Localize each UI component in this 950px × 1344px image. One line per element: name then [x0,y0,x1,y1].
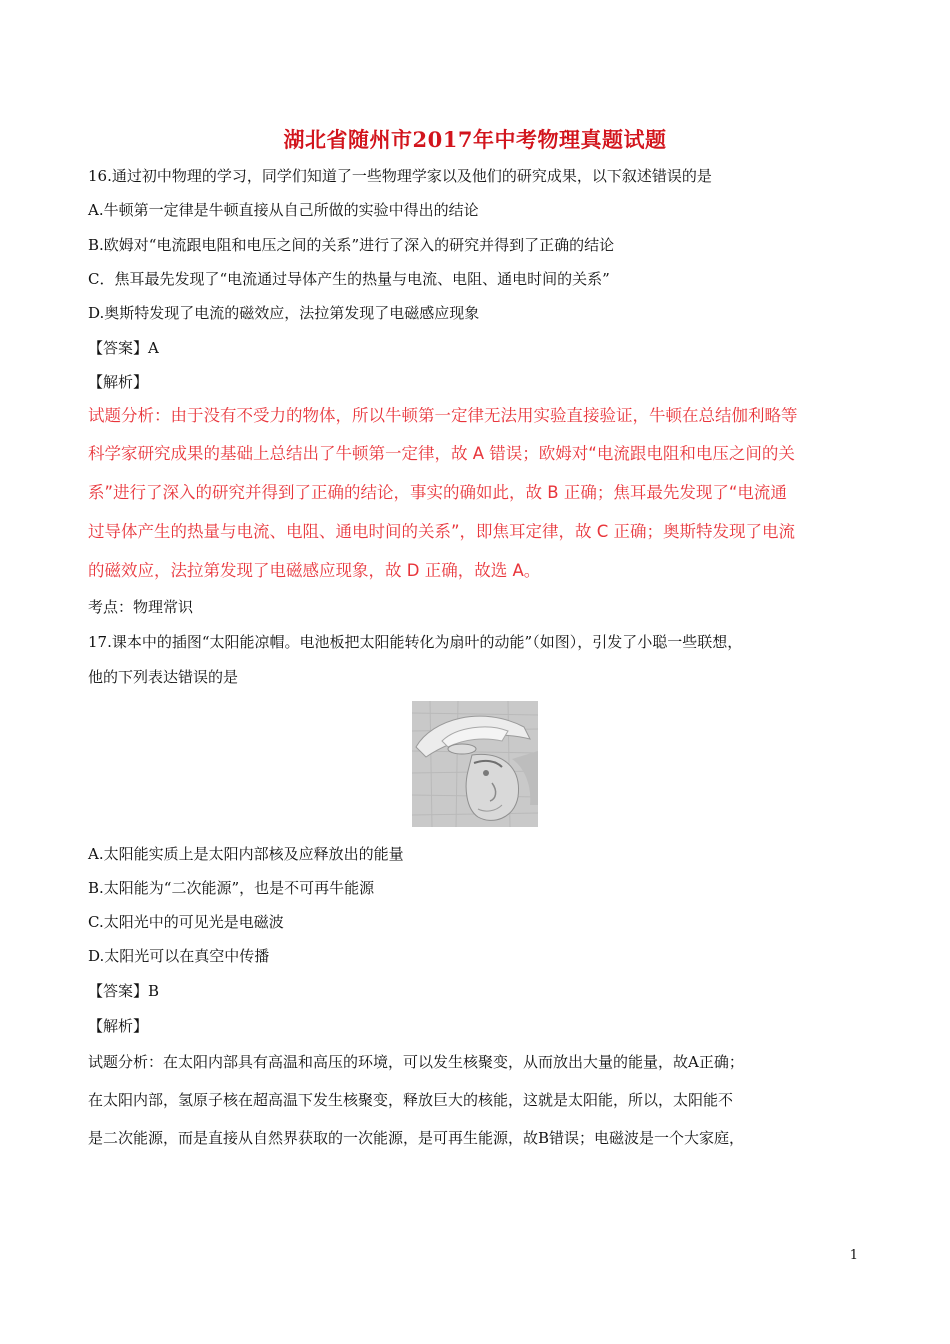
q16-analysis-line: 的磁效应，法拉第发现了电磁感应现象，故 D 正确，故选 A。 [88,561,541,580]
q17-analysis-line: 是二次能源，而是直接从自然界获取的一次能源，是可再生能源，故B错误；电磁波是一个大家庭， [88,1129,745,1147]
q17-stem-line: 他的下列表达错误的是 [88,668,239,686]
q17-analysis-line: 试题分析：在太阳内部具有高温和高压的环境，可以发生核聚变，从而放出大量的能量，故A正确； [88,1053,744,1071]
page-number: 1 [849,1248,858,1263]
q16-option-b: B.欧姆对“电流跟电阻和电压之间的关系”进行了深入的研究并得到了正确的结论 [88,236,615,254]
q17-option-d: D.太阳光可以在真空中传播 [88,947,270,965]
q16-option-a: A.牛顿第一定律是牛顿直接从自己所做的实验中得出的结论 [88,201,479,219]
q17-analysis-label: 【解析】 [88,1017,149,1035]
q16-analysis-label: 【解析】 [88,373,149,391]
q16-analysis-line: 过导体产生的热量与电流、电阻、通电时间的关系”，即焦耳定律，故 C 正确；奥斯特发现了电流 [88,522,796,541]
q16-analysis-line: 科学家研究成果的基础上总结出了牛顿第一定律，故 A 错误；欧姆对“电流跟电阻和电压之间的关 [88,444,795,463]
q17-answer: 【答案】B [88,982,160,1000]
q17-option-b: B.太阳能为“二次能源”，也是不可再牛能源 [88,879,375,897]
q16-option-d: D.奥斯特发现了电流的磁效应，法拉第发现了电磁感应现象 [88,304,480,322]
q16-stem: 16.通过初中物理的学习，同学们知道了一些物理学家以及他们的研究成果，以下叙述错误的是 [88,167,712,185]
q17-option-c: C.太阳光中的可见光是电磁波 [88,913,284,931]
q16-answer: 【答案】A [88,339,159,357]
q17-stem-line: 17.课本中的插图“太阳能凉帽。电池板把太阳能转化为扇叶的动能”（如图），引发了小聪一些联想， [88,633,743,651]
solar-hat-figure [412,701,538,827]
q16-analysis-line: 试题分析：由于没有不受力的物体，所以牛顿第一定律无法用实验直接验证，牛顿在总结伽利略等 [88,406,798,425]
q17-analysis-line: 在太阳内部，氢原子核在超高温下发生核聚变，释放巨大的核能，这就是太阳能，所以，太阳能不 [88,1091,734,1109]
q17-option-a: A.太阳能实质上是太阳内部核及应释放出的能量 [88,845,404,863]
q16-analysis-line: 系”进行了深入的研究并得到了正确的结论，事实的确如此，故 B 正确；焦耳最先发现了“电流通 [88,483,787,502]
q16-kaodian: 考点：物理常识 [88,598,194,616]
page-title: 湖北省随州市2017年中考物理真题试题 [283,127,667,152]
q16-option-c: C．焦耳最先发现了“电流通过导体产生的热量与电流、电阻、通电时间的关系” [88,270,610,288]
